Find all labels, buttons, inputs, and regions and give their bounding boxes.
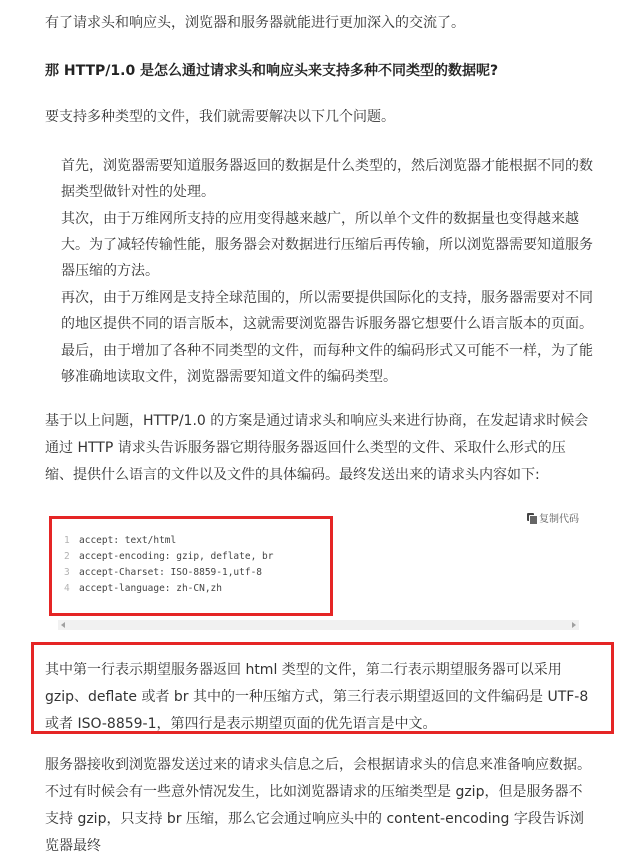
line-number: 1: [64, 535, 70, 546]
copy-code-label: 复制代码: [539, 514, 579, 525]
problem-item-first: 首先，浏览器需要知道服务器返回的数据是什么类型的，然后浏览器才能根据不同的数据类型做针对性的处理。: [61, 158, 593, 200]
paragraph-solution: 基于以上问题，HTTP/1.0 的方案是通过请求头和响应头来进行协商，在发起请求时候会通过 HTTP 请求头告诉服务器它期待服务器返回什么类型的文件、采取什么形式的压缩、提供什么语言的文件以及文件的具体编码。最终发送出来的请求头内容如下:: [45, 413, 589, 483]
scroll-right-icon[interactable]: [572, 622, 576, 628]
line-number: 3: [64, 567, 70, 578]
code-text: accept-language: zh-CN,zh: [79, 583, 222, 594]
problem-item-fourth: 最后，由于增加了各种不同类型的文件，而每种文件的编码形式又可能不一样，为了能够准确地读取文件，浏览器需要知道文件的编码类型。: [61, 343, 593, 385]
problem-item-second: 其次，由于万维网所支持的应用变得越来越广，所以单个文件的数据量也变得越来越大。为了减轻传输性能，服务器会对数据进行压缩后再传输，所以浏览器需要知道服务器压缩的方法。: [61, 211, 593, 279]
code-text: accept: text/html: [79, 535, 177, 546]
code-line: [64, 549, 273, 565]
scroll-left-icon[interactable]: [61, 622, 65, 628]
horizontal-scrollbar[interactable]: [58, 620, 579, 630]
code-line: [64, 581, 273, 597]
problem-item-third: 再次，由于万维网是支持全球范围的，所以需要提供国际化的支持，服务器需要对不同的地区提供不同的语言版本，这就需要浏览器告诉服务器它想要什么语言版本的页面。: [61, 290, 593, 332]
paragraph-explanation: 其中第一行表示期望服务器返回 html 类型的文件，第二行表示期望服务器可以采用 gzip、deflate 或者 br 其中的一种压缩方式，第三行表示期望返回的文件编码是 UTF-8 或者 ISO-8859-1，第四行是表示期望页面的优先语言是中文。: [45, 662, 589, 732]
copy-icon: [527, 513, 536, 523]
paragraph-server-response: 服务器接收到浏览器发送过来的请求头信息之后，会根据请求头的信息来准备响应数据。不过有时候会有一些意外情况发生，比如浏览器请求的压缩类型是 gzip，但是服务器不支持 gzip，只支持 br 压缩，那么它会通过响应头中的 content-encoding 字段告诉浏览器最终: [45, 757, 591, 854]
section-heading: 那 HTTP/1.0 是怎么通过请求头和响应头来支持多种不同类型的数据呢?: [45, 63, 499, 79]
code-lines: [64, 533, 273, 597]
code-text: accept-encoding: gzip, deflate, br: [79, 551, 274, 562]
code-line: [64, 565, 273, 581]
code-block: [58, 504, 579, 632]
code-text: accept-Charset: ISO-8859-1,utf-8: [79, 567, 263, 578]
copy-code-button[interactable]: [527, 510, 579, 525]
code-line: [64, 533, 273, 549]
line-number: 2: [64, 551, 70, 562]
paragraph-intro: 有了请求头和响应头，浏览器和服务器就能进行更加深入的交流了。: [45, 15, 465, 31]
line-number: 4: [64, 583, 70, 594]
paragraph-problems-intro: 要支持多种类型的文件，我们就需要解决以下几个问题。: [45, 109, 395, 125]
